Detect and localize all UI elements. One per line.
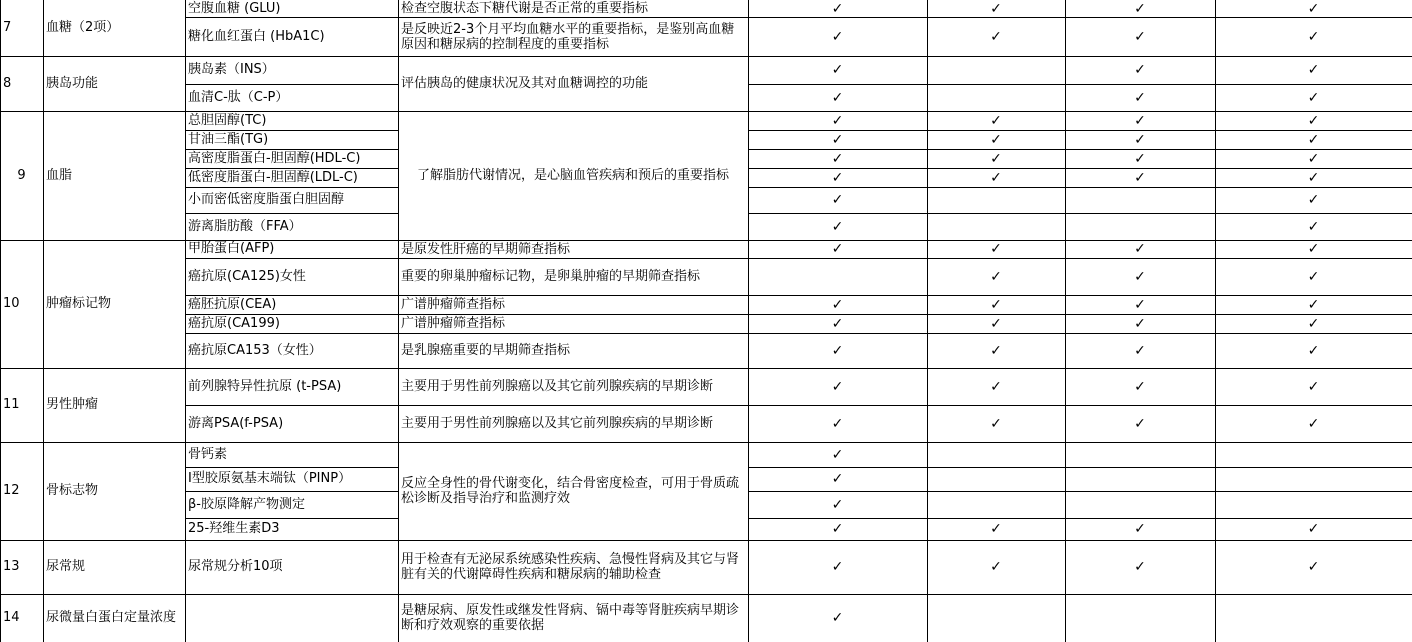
category-cell-text: 尿常规 <box>46 559 86 574</box>
package-check-cell <box>1215 111 1412 130</box>
row-number-text: 7 <box>3 20 12 35</box>
check-mark-icon: ✓ <box>1134 415 1146 432</box>
check-mark-icon: ✓ <box>831 342 844 359</box>
package-check-cell <box>1215 240 1412 258</box>
package-check-cell <box>1065 258 1215 295</box>
description-cell <box>398 333 748 368</box>
check-mark-icon: ✓ <box>831 415 844 432</box>
row-number <box>0 540 43 594</box>
category-cell-text: 血糖（2项） <box>46 20 120 35</box>
package-check-cell <box>1215 168 1412 187</box>
package-check-cell <box>1065 333 1215 368</box>
package-check-cell <box>748 84 927 111</box>
row-number-text: 11 <box>3 397 20 412</box>
row-number <box>0 594 43 642</box>
test-item-name-text: 游离脂肪酸（FFA） <box>188 218 302 234</box>
package-check-cell <box>927 56 1065 84</box>
check-mark-icon: ✓ <box>1134 559 1146 575</box>
description-cell <box>398 442 748 540</box>
package-check-cell <box>748 295 927 314</box>
check-mark-icon: ✓ <box>831 150 844 167</box>
package-check-cell <box>927 84 1065 111</box>
package-check-cell <box>927 168 1065 187</box>
check-mark-icon: ✓ <box>831 610 844 626</box>
package-check-cell <box>1065 213 1215 240</box>
check-mark-icon: ✓ <box>1307 241 1320 257</box>
test-item-name-text: 甘油三酯(TG) <box>188 131 269 147</box>
check-mark-icon: ✓ <box>1307 169 1320 186</box>
check-mark-icon: ✓ <box>1134 0 1146 17</box>
check-mark-icon: ✓ <box>831 89 844 106</box>
test-item-name-text: 低密度脂蛋白-胆固醇(LDL-C) <box>188 169 358 185</box>
package-check-cell <box>927 594 1065 642</box>
row-number-text: 13 <box>3 559 20 574</box>
test-item-name <box>185 56 398 84</box>
check-mark-icon: ✓ <box>990 315 1002 332</box>
description-cell-text: 主要用于男性前列腺癌以及其它前列腺疾病的早期诊断 <box>401 416 714 431</box>
row-number-text: 12 <box>3 483 20 498</box>
package-check-cell <box>1065 149 1215 168</box>
package-check-cell <box>927 240 1065 258</box>
package-check-cell <box>1065 518 1215 540</box>
row-number-text: 9 <box>17 167 26 183</box>
package-check-cell <box>927 187 1065 213</box>
test-item-name <box>185 518 398 540</box>
test-item-name <box>185 111 398 130</box>
description-cell-text: 用于检查有无泌尿系统感染性疾病、急慢性肾病及其它与肾脏有关的代谢障碍性疾病和糖尿病的辅助检查 <box>401 552 740 582</box>
test-item-name-text: 血清C-肽（C-P） <box>188 89 289 105</box>
check-mark-icon: ✓ <box>831 62 844 78</box>
description-cell-text: 是乳腺癌重要的早期筛查指标 <box>401 343 571 358</box>
package-check-cell <box>1215 295 1412 314</box>
check-mark-icon: ✓ <box>1307 315 1320 332</box>
package-check-cell <box>927 149 1065 168</box>
category-cell-text: 尿微量白蛋白定量浓度 <box>46 610 177 625</box>
description-cell <box>398 258 748 295</box>
check-mark-icon: ✓ <box>1134 521 1146 537</box>
package-check-cell <box>748 540 927 594</box>
description-cell-text: 是糖尿病、原发性或继发性肾病、镉中毒等肾脏疾病早期诊断和疗效观察的重要依据 <box>401 603 740 633</box>
check-mark-icon: ✓ <box>1307 28 1320 45</box>
check-mark-icon: ✓ <box>831 0 844 17</box>
package-check-cell <box>1215 333 1412 368</box>
category-cell <box>43 0 185 56</box>
package-check-cell <box>1215 314 1412 333</box>
test-item-name <box>185 491 398 518</box>
package-check-cell <box>1215 84 1412 111</box>
test-item-name <box>185 314 398 333</box>
test-item-name <box>185 17 398 56</box>
check-mark-icon: ✓ <box>1307 150 1320 167</box>
check-mark-icon: ✓ <box>1307 112 1320 129</box>
check-mark-icon: ✓ <box>990 241 1002 257</box>
check-mark-icon: ✓ <box>831 559 844 575</box>
category-cell-text: 胰岛功能 <box>46 75 99 91</box>
package-check-cell <box>927 518 1065 540</box>
test-item-name <box>185 333 398 368</box>
category-cell-text: 骨标志物 <box>46 483 99 498</box>
package-check-cell <box>748 56 927 84</box>
package-check-cell <box>927 368 1065 405</box>
package-check-cell <box>748 314 927 333</box>
description-cell-text: 了解脂肪代谢情况，是心脑血管疾病和预后的重要指标 <box>416 168 729 183</box>
check-mark-icon: ✓ <box>1134 62 1146 78</box>
package-check-cell <box>927 442 1065 467</box>
package-check-cell <box>748 258 927 295</box>
package-check-cell <box>1215 594 1412 642</box>
package-check-cell <box>748 368 927 405</box>
package-check-cell <box>1065 168 1215 187</box>
category-cell <box>43 442 185 540</box>
test-item-name <box>185 168 398 187</box>
package-check-cell <box>748 467 927 491</box>
check-mark-icon: ✓ <box>831 471 844 487</box>
package-check-cell <box>1065 187 1215 213</box>
test-item-name <box>185 213 398 240</box>
check-mark-icon: ✓ <box>990 169 1002 186</box>
package-check-cell <box>748 17 927 56</box>
package-check-cell <box>1065 314 1215 333</box>
row-number-text: 8 <box>3 75 12 91</box>
test-item-name-text: β-胶原降解产物测定 <box>188 496 305 512</box>
description-cell-text: 检查空腹状态下糖代谢是否正常的重要指标 <box>401 1 649 16</box>
package-check-cell <box>748 594 927 642</box>
row-number <box>0 240 43 368</box>
check-mark-icon: ✓ <box>990 342 1002 359</box>
check-mark-icon: ✓ <box>1134 169 1146 186</box>
test-item-name <box>185 467 398 491</box>
check-mark-icon: ✓ <box>1307 0 1320 17</box>
test-item-name <box>185 258 398 295</box>
test-item-name-text: 小而密低密度脂蛋白胆固醇 <box>188 192 345 207</box>
check-mark-icon: ✓ <box>990 378 1002 395</box>
package-check-cell <box>748 168 927 187</box>
check-mark-icon: ✓ <box>990 268 1002 285</box>
row-number <box>0 368 43 442</box>
package-check-cell <box>748 149 927 168</box>
description-cell-text: 重要的卵巢肿瘤标记物，是卵巢肿瘤的早期筛查指标 <box>401 269 701 284</box>
check-mark-icon: ✓ <box>831 218 844 235</box>
description-cell <box>398 56 748 111</box>
test-item-name-text: 癌抗原CA153（女性） <box>188 342 322 358</box>
category-cell <box>43 368 185 442</box>
test-item-name-text: 空腹血糖 (GLU) <box>188 0 281 16</box>
description-cell-text: 是原发性肝癌的早期筛查指标 <box>401 241 571 257</box>
package-check-cell <box>1065 0 1215 17</box>
test-item-name <box>185 84 398 111</box>
description-cell-text: 反应全身性的骨代谢变化，结合骨密度检查，可用于骨质疏松诊断及指导治疗和监测疗效 <box>401 476 740 506</box>
check-mark-icon: ✓ <box>1307 342 1320 359</box>
package-check-cell <box>927 111 1065 130</box>
check-mark-icon: ✓ <box>831 192 844 208</box>
category-cell-text: 肿瘤标记物 <box>46 296 112 311</box>
package-check-cell <box>927 295 1065 314</box>
package-check-cell <box>927 540 1065 594</box>
package-check-cell <box>1065 56 1215 84</box>
package-check-cell <box>1065 467 1215 491</box>
test-item-name <box>185 187 398 213</box>
test-item-name-text: 癌抗原(CA199) <box>188 315 280 331</box>
package-check-cell <box>1215 56 1412 84</box>
test-item-name-text: 甲胎蛋白(AFP) <box>188 241 275 256</box>
check-mark-icon: ✓ <box>990 0 1002 17</box>
check-mark-icon: ✓ <box>831 112 844 129</box>
package-check-cell <box>748 240 927 258</box>
test-item-name-text: 游离PSA(f-PSA) <box>188 415 284 431</box>
check-mark-icon: ✓ <box>990 521 1002 537</box>
category-cell <box>43 111 185 240</box>
package-check-cell <box>1065 594 1215 642</box>
test-item-name <box>185 442 398 467</box>
description-cell <box>398 295 748 314</box>
package-check-cell <box>1065 295 1215 314</box>
package-check-cell <box>1065 111 1215 130</box>
package-check-cell <box>748 130 927 149</box>
test-item-name <box>185 540 398 594</box>
test-item-name <box>185 368 398 405</box>
package-check-cell <box>1065 540 1215 594</box>
check-mark-icon: ✓ <box>831 521 844 537</box>
check-mark-icon: ✓ <box>1307 192 1320 208</box>
test-item-name-text: 高密度脂蛋白-胆固醇(HDL-C) <box>188 150 361 166</box>
category-cell-text: 男性肿瘤 <box>46 397 99 412</box>
test-item-name-text: 总胆固醇(TC) <box>188 112 267 128</box>
check-mark-icon: ✓ <box>831 296 844 313</box>
test-item-name-text: 骨钙素 <box>188 446 228 462</box>
package-check-cell <box>927 333 1065 368</box>
package-check-cell <box>1215 491 1412 518</box>
check-mark-icon: ✓ <box>1134 89 1146 106</box>
check-mark-icon: ✓ <box>831 496 844 513</box>
package-check-cell <box>927 405 1065 442</box>
check-mark-icon: ✓ <box>831 169 844 186</box>
check-mark-icon: ✓ <box>990 296 1002 313</box>
category-cell <box>43 540 185 594</box>
check-mark-icon: ✓ <box>1307 559 1320 575</box>
check-mark-icon: ✓ <box>831 241 844 257</box>
check-mark-icon: ✓ <box>831 131 844 148</box>
category-cell <box>43 56 185 111</box>
package-check-cell <box>1065 240 1215 258</box>
row-number <box>0 111 43 240</box>
test-item-name-text: 尿常规分析10项 <box>188 559 283 574</box>
check-mark-icon: ✓ <box>1307 131 1320 148</box>
row-number-text: 10 <box>3 296 20 311</box>
check-mark-icon: ✓ <box>990 150 1002 167</box>
package-check-cell <box>748 187 927 213</box>
check-mark-icon: ✓ <box>1134 315 1146 332</box>
package-check-cell <box>748 213 927 240</box>
package-check-cell <box>1215 17 1412 56</box>
package-check-cell <box>927 17 1065 56</box>
package-check-cell <box>1215 540 1412 594</box>
test-item-name-text: 癌抗原(CA125)女性 <box>188 268 306 284</box>
test-item-name <box>185 130 398 149</box>
description-cell-text: 广谱肿瘤筛查指标 <box>401 316 506 331</box>
check-mark-icon: ✓ <box>1307 296 1320 313</box>
check-mark-icon: ✓ <box>1307 268 1320 285</box>
check-mark-icon: ✓ <box>1307 62 1320 78</box>
package-check-cell <box>927 314 1065 333</box>
description-cell <box>398 17 748 56</box>
description-cell-text: 评估胰岛的健康状况及其对血糖调控的功能 <box>401 76 649 91</box>
category-cell-text: 血脂 <box>46 167 73 183</box>
package-check-cell <box>927 130 1065 149</box>
test-item-name <box>185 594 398 642</box>
package-check-cell <box>927 0 1065 17</box>
check-mark-icon: ✓ <box>831 315 844 332</box>
package-check-cell <box>1065 405 1215 442</box>
package-check-cell <box>748 0 927 17</box>
row-number-text: 14 <box>3 610 20 625</box>
package-check-cell <box>748 111 927 130</box>
package-check-cell <box>1065 368 1215 405</box>
package-check-cell <box>748 518 927 540</box>
package-check-cell <box>1215 149 1412 168</box>
check-mark-icon: ✓ <box>1134 241 1146 257</box>
package-check-cell <box>748 442 927 467</box>
test-item-name-text: 25-羟维生素D3 <box>188 521 280 536</box>
package-check-cell <box>1215 213 1412 240</box>
package-check-cell <box>1215 187 1412 213</box>
description-cell <box>398 594 748 642</box>
test-item-name-text: 前列腺特异性抗原 (t-PSA) <box>188 378 342 394</box>
check-mark-icon: ✓ <box>1307 378 1320 395</box>
description-cell-text: 主要用于男性前列腺癌以及其它前列腺疾病的早期诊断 <box>401 379 714 394</box>
package-check-cell <box>748 333 927 368</box>
package-check-cell <box>1065 130 1215 149</box>
test-item-name <box>185 405 398 442</box>
check-mark-icon: ✓ <box>831 446 844 463</box>
check-mark-icon: ✓ <box>1134 112 1146 129</box>
test-item-name-text: 胰岛素（INS） <box>188 62 275 77</box>
check-mark-icon: ✓ <box>990 415 1002 432</box>
package-check-cell <box>1215 258 1412 295</box>
check-mark-icon: ✓ <box>1134 268 1146 285</box>
package-check-cell <box>1215 368 1412 405</box>
check-mark-icon: ✓ <box>1134 28 1146 45</box>
category-cell <box>43 594 185 642</box>
category-cell <box>43 240 185 368</box>
test-item-name-text: 糖化血红蛋白 (HbA1C) <box>188 28 325 44</box>
test-item-name <box>185 240 398 258</box>
check-mark-icon: ✓ <box>1134 296 1146 313</box>
check-mark-icon: ✓ <box>1134 150 1146 167</box>
description-cell <box>398 314 748 333</box>
package-check-cell <box>1065 84 1215 111</box>
check-mark-icon: ✓ <box>1307 218 1320 235</box>
package-check-cell <box>1215 130 1412 149</box>
check-mark-icon: ✓ <box>990 112 1002 129</box>
description-cell <box>398 111 748 240</box>
package-check-cell <box>927 258 1065 295</box>
description-cell <box>398 0 748 17</box>
description-cell <box>398 405 748 442</box>
check-mark-icon: ✓ <box>990 28 1002 45</box>
package-check-cell <box>1065 17 1215 56</box>
package-check-cell <box>927 213 1065 240</box>
test-item-name-text: 癌胚抗原(CEA) <box>188 296 277 312</box>
check-mark-icon: ✓ <box>1307 415 1320 432</box>
package-check-cell <box>1065 491 1215 518</box>
package-check-cell <box>1065 442 1215 467</box>
test-item-name <box>185 149 398 168</box>
description-cell-text: 是反映近2-3个月平均血糖水平的重要指标，是鉴别高血糖原因和糖尿病的控制程度的重要指标 <box>401 21 735 52</box>
row-number <box>0 56 43 111</box>
check-mark-icon: ✓ <box>1134 378 1146 395</box>
description-cell <box>398 368 748 405</box>
test-item-name <box>185 295 398 314</box>
description-cell <box>398 240 748 258</box>
check-mark-icon: ✓ <box>1307 521 1320 537</box>
package-check-cell <box>927 491 1065 518</box>
check-mark-icon: ✓ <box>990 559 1002 575</box>
description-cell <box>398 540 748 594</box>
check-mark-icon: ✓ <box>1307 89 1320 106</box>
package-check-cell <box>748 491 927 518</box>
package-check-cell <box>1215 518 1412 540</box>
row-number <box>0 0 43 56</box>
package-check-cell <box>1215 442 1412 467</box>
test-item-name <box>185 0 398 17</box>
check-mark-icon: ✓ <box>1134 342 1146 359</box>
test-item-name-text: I型胶原氨基末端钛（PINP） <box>188 471 352 486</box>
description-cell-text: 广谱肿瘤筛查指标 <box>401 297 506 312</box>
check-mark-icon: ✓ <box>1134 131 1146 148</box>
row-number <box>0 442 43 540</box>
check-mark-icon: ✓ <box>831 28 844 45</box>
check-mark-icon: ✓ <box>831 378 844 395</box>
package-check-cell <box>1215 405 1412 442</box>
package-check-cell <box>927 467 1065 491</box>
package-check-cell <box>1215 0 1412 17</box>
check-mark-icon: ✓ <box>990 131 1002 148</box>
package-check-cell <box>1215 467 1412 491</box>
package-check-cell <box>748 405 927 442</box>
